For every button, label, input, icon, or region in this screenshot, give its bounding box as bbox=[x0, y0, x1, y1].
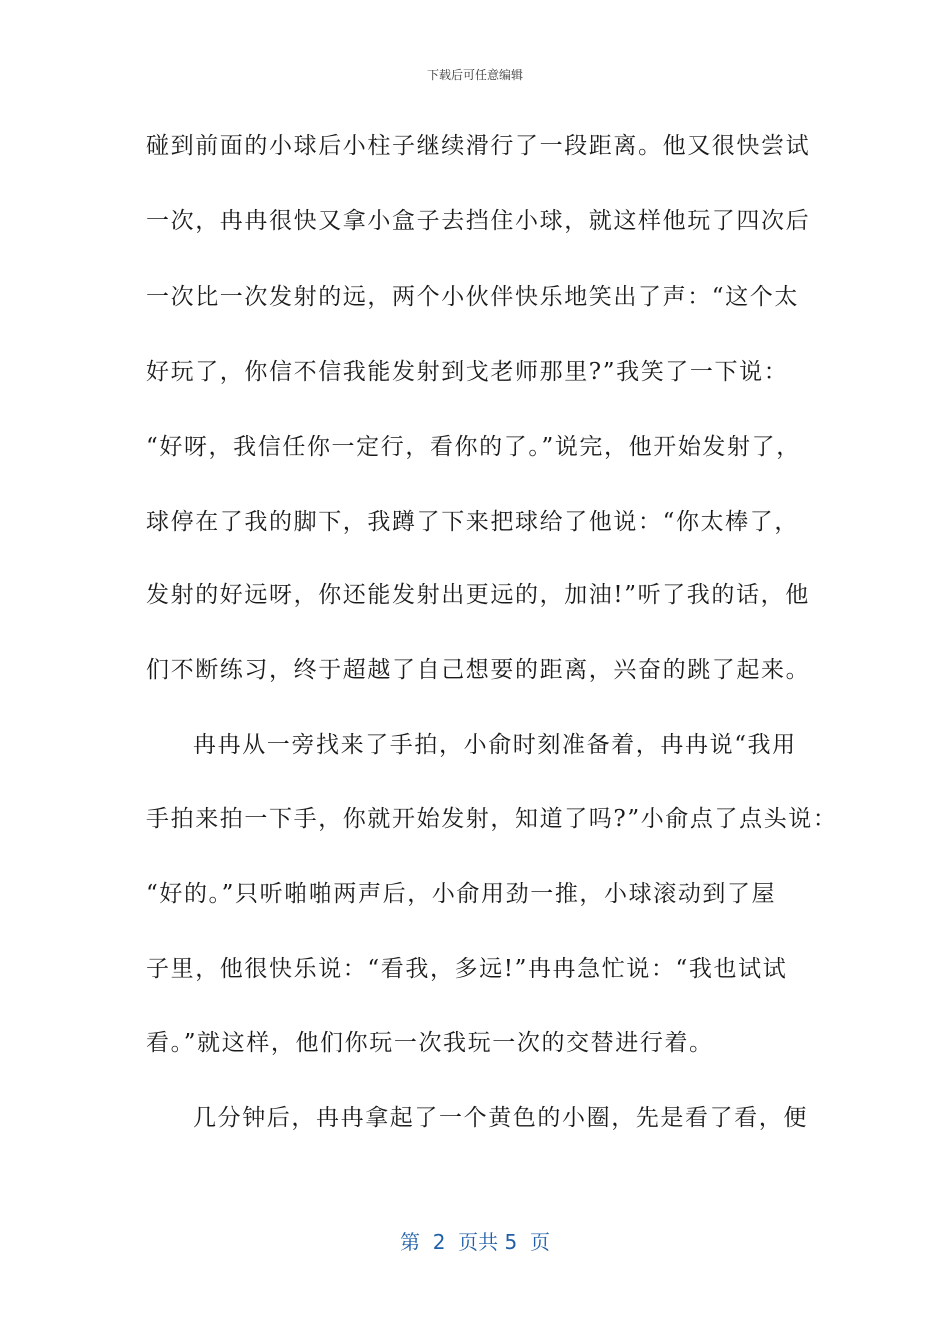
text-line: 一次，冉冉很快又拿小盒子去挡住小球，就这样他玩了四次后 bbox=[146, 208, 811, 234]
text-line: 发射的好远呀，你还能发射出更远的，加油!”听了我的话，他 bbox=[146, 582, 810, 608]
paragraph-start-line: 几分钟后，冉冉拿起了一个黄色的小圈，先是看了看，便 bbox=[193, 1105, 808, 1131]
text-line: 一次比一次发射的远，两个小伙伴快乐地笑出了声：“这个太 bbox=[146, 284, 799, 310]
text-line: “好的。”只听啪啪两声后，小俞用劲一推，小球滚动到了屋 bbox=[146, 881, 777, 907]
text-line: 球停在了我的脚下，我蹲了下来把球给了他说：“你太棒了， bbox=[146, 509, 799, 535]
text-line: “好呀，我信任你一定行，看你的了。”说完，他开始发射了， bbox=[146, 434, 801, 460]
text-line: 看。”就这样，他们你玩一次我玩一次的交替进行着。 bbox=[146, 1030, 714, 1056]
text-line: 们不断练习，终于超越了自己想要的距离，兴奋的跳了起来。 bbox=[146, 657, 811, 683]
text-line: 子里，他很快乐说：“看我，多远!”冉冉急忙说：“我也试试 bbox=[146, 956, 788, 982]
text-line: 碰到前面的小球后小柱子继续滑行了一段距离。他又很快尝试 bbox=[146, 133, 811, 159]
text-line: 手拍来拍一下手，你就开始发射，知道了吗?”小俞点了点头说： bbox=[146, 806, 838, 832]
text-line: 好玩了，你信不信我能发射到戈老师那里?”我笑了一下说： bbox=[146, 359, 789, 385]
page-number: 第 2 页共 5 页 bbox=[400, 1230, 550, 1254]
page-header: 下载后可任意编辑 bbox=[426, 68, 523, 82]
paragraph-start-line: 冉冉从一旁找来了手拍，小俞时刻准备着，冉冉说“我用 bbox=[193, 732, 797, 758]
